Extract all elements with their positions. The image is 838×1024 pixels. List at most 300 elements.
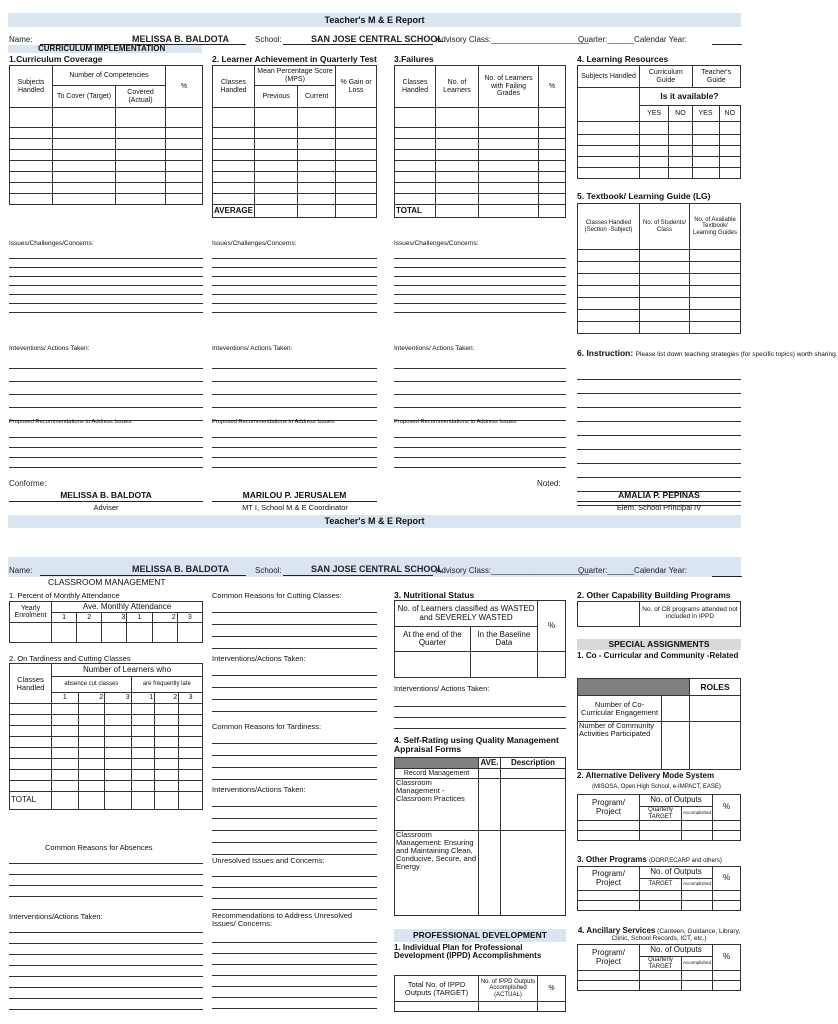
table-cell[interactable] (436, 194, 479, 205)
table-cell[interactable] (213, 161, 255, 172)
table-cell[interactable] (479, 769, 501, 779)
issues-lines-1[interactable] (9, 250, 203, 313)
table-cell[interactable] (640, 971, 682, 981)
table-cell[interactable] (719, 157, 740, 168)
write-line[interactable] (212, 676, 377, 688)
write-line[interactable] (212, 688, 377, 700)
write-line[interactable] (9, 977, 203, 988)
table-cell[interactable] (640, 135, 669, 146)
write-line[interactable] (394, 295, 566, 304)
table-cell[interactable] (105, 737, 132, 748)
table-cell[interactable] (52, 715, 79, 726)
table-cell[interactable] (578, 821, 640, 831)
table-cell[interactable] (436, 172, 479, 183)
write-line[interactable] (9, 458, 203, 468)
write-line[interactable] (9, 448, 203, 458)
table-cell[interactable] (179, 770, 203, 781)
write-line[interactable] (212, 637, 377, 649)
table-cell[interactable] (116, 172, 166, 183)
table-cell[interactable] (298, 205, 336, 218)
table-cell[interactable] (10, 183, 53, 194)
table-cell[interactable] (10, 128, 53, 139)
table-cell[interactable] (578, 262, 640, 274)
write-line[interactable] (212, 807, 377, 819)
table-cell[interactable] (640, 274, 690, 286)
table-cell[interactable] (578, 298, 640, 310)
table-cell[interactable] (640, 286, 690, 298)
table-cell[interactable] (102, 623, 127, 643)
table-cell[interactable] (116, 161, 166, 172)
table-cell[interactable] (155, 781, 179, 792)
table-cell[interactable] (539, 161, 566, 172)
table-cell[interactable] (669, 135, 692, 146)
table-cell[interactable] (692, 146, 719, 157)
write-line[interactable] (212, 943, 377, 954)
table-cell[interactable] (640, 146, 669, 157)
table-cell[interactable] (395, 108, 436, 128)
write-line[interactable] (9, 250, 203, 259)
table-cell[interactable] (166, 139, 203, 150)
table-cell[interactable] (105, 770, 132, 781)
write-line[interactable] (212, 899, 377, 910)
write-line[interactable] (212, 998, 377, 1009)
table-cell[interactable] (105, 748, 132, 759)
write-line[interactable] (212, 382, 377, 395)
write-line[interactable] (9, 886, 203, 897)
write-line[interactable] (212, 843, 377, 855)
table-cell[interactable] (336, 183, 377, 194)
write-line[interactable] (212, 438, 377, 448)
table-cell[interactable] (436, 161, 479, 172)
table-cell[interactable] (578, 274, 640, 286)
write-line[interactable] (212, 268, 377, 277)
write-line[interactable] (212, 932, 377, 943)
table-cell[interactable] (105, 759, 132, 770)
reasons-absences-lines[interactable] (9, 853, 203, 897)
table-cell[interactable] (336, 150, 377, 161)
table-cell[interactable] (479, 172, 539, 183)
table-cell[interactable] (395, 194, 436, 205)
table-cell[interactable] (78, 715, 105, 726)
write-line[interactable] (212, 601, 377, 613)
table-cell[interactable] (10, 108, 53, 128)
table-cell[interactable] (539, 108, 566, 128)
table-cell[interactable] (669, 122, 692, 135)
table-cell[interactable] (336, 128, 377, 139)
write-line[interactable] (394, 428, 566, 438)
table-cell[interactable] (10, 770, 52, 781)
table-cell[interactable] (10, 704, 52, 715)
table-cell[interactable] (179, 715, 203, 726)
table-cell[interactable] (155, 748, 179, 759)
table-cell[interactable] (681, 821, 712, 831)
table-cell[interactable] (179, 726, 203, 737)
table-cell[interactable] (713, 981, 741, 991)
table-cell[interactable] (298, 161, 336, 172)
interventions-lines-3[interactable] (394, 356, 566, 421)
table-cell[interactable] (78, 726, 105, 737)
table-cell[interactable] (539, 128, 566, 139)
write-line[interactable] (212, 888, 377, 899)
table-cell[interactable] (436, 183, 479, 194)
table-cell[interactable] (10, 715, 52, 726)
reasons-cutting-lines[interactable] (212, 601, 377, 649)
table-cell[interactable] (105, 726, 132, 737)
table-cell[interactable] (578, 891, 640, 901)
write-line[interactable] (394, 458, 566, 468)
table-cell[interactable] (213, 150, 255, 161)
table-cell[interactable] (254, 139, 297, 150)
table-cell[interactable] (254, 194, 297, 205)
write-line[interactable] (394, 696, 566, 707)
write-line[interactable] (212, 259, 377, 268)
write-line[interactable] (212, 613, 377, 625)
write-line[interactable] (9, 382, 203, 395)
write-line[interactable] (9, 304, 203, 313)
table-cell[interactable] (298, 139, 336, 150)
write-line[interactable] (9, 875, 203, 886)
write-line[interactable] (212, 295, 377, 304)
reasons-tardiness-lines[interactable] (212, 732, 377, 780)
issues-lines-3[interactable] (394, 250, 566, 313)
write-line[interactable] (9, 277, 203, 286)
table-cell[interactable] (640, 831, 682, 841)
table-cell[interactable] (78, 781, 105, 792)
write-line[interactable] (9, 268, 203, 277)
table-cell[interactable] (578, 157, 640, 168)
table-cell[interactable] (116, 108, 166, 128)
table-cell[interactable] (640, 901, 682, 911)
table-cell[interactable] (669, 157, 692, 168)
table-cell[interactable] (53, 172, 116, 183)
table-cell[interactable] (578, 250, 640, 262)
table-cell[interactable] (479, 1002, 538, 1012)
table-cell[interactable] (53, 183, 116, 194)
table-cell[interactable] (105, 792, 132, 810)
table-cell[interactable] (690, 722, 741, 770)
table-cell[interactable] (640, 310, 690, 322)
table-cell[interactable] (116, 150, 166, 161)
write-line[interactable] (212, 356, 377, 369)
table-cell[interactable] (10, 172, 53, 183)
table-cell[interactable] (179, 781, 203, 792)
table-cell[interactable] (578, 322, 640, 334)
table-cell[interactable] (436, 139, 479, 150)
write-line[interactable] (212, 795, 377, 807)
table-cell[interactable] (713, 891, 741, 901)
write-line[interactable] (9, 988, 203, 999)
table-cell[interactable] (640, 891, 682, 901)
table-cell[interactable] (105, 704, 132, 715)
table-cell[interactable] (640, 250, 690, 262)
write-line[interactable] (9, 259, 203, 268)
write-line[interactable] (577, 408, 741, 422)
write-line[interactable] (212, 744, 377, 756)
table-cell[interactable] (692, 157, 719, 168)
table-cell[interactable] (690, 298, 741, 310)
table-cell[interactable] (152, 623, 177, 643)
write-line[interactable] (212, 866, 377, 877)
table-cell[interactable] (681, 971, 712, 981)
table-cell[interactable] (78, 737, 105, 748)
table-cell[interactable] (53, 139, 116, 150)
table-cell[interactable] (77, 623, 102, 643)
table-cell[interactable] (78, 748, 105, 759)
table-cell[interactable] (690, 310, 741, 322)
table-cell[interactable] (53, 108, 116, 128)
issues-lines-2[interactable] (212, 250, 377, 313)
table-cell[interactable] (52, 792, 79, 810)
table-cell[interactable] (254, 205, 297, 218)
table-cell[interactable] (254, 128, 297, 139)
table-cell[interactable] (690, 262, 741, 274)
write-line[interactable] (9, 999, 203, 1010)
table-cell[interactable] (681, 831, 712, 841)
table-cell[interactable] (53, 150, 116, 161)
proposed-lines-1[interactable] (9, 428, 203, 468)
table-cell[interactable] (640, 322, 690, 334)
write-line[interactable] (394, 259, 566, 268)
table-cell[interactable] (131, 770, 155, 781)
table-cell[interactable] (578, 122, 640, 135)
table-cell[interactable] (336, 139, 377, 150)
table-cell[interactable] (254, 150, 297, 161)
write-line[interactable] (9, 864, 203, 875)
table-cell[interactable] (52, 726, 79, 737)
table-cell[interactable] (116, 139, 166, 150)
write-line[interactable] (212, 976, 377, 987)
table-cell[interactable] (713, 901, 741, 911)
table-cell[interactable] (692, 168, 719, 179)
table-cell[interactable] (131, 704, 155, 715)
table-cell[interactable] (719, 122, 740, 135)
table-cell[interactable] (690, 274, 741, 286)
table-cell[interactable] (578, 135, 640, 146)
write-line[interactable] (394, 438, 566, 448)
proposed-lines-3[interactable] (394, 428, 566, 468)
table-cell[interactable] (131, 726, 155, 737)
table-cell[interactable] (177, 623, 202, 643)
interventions-lines-2[interactable] (212, 356, 377, 421)
table-cell[interactable] (105, 781, 132, 792)
write-line[interactable] (394, 369, 566, 382)
table-cell[interactable] (479, 161, 539, 172)
table-cell[interactable] (690, 286, 741, 298)
table-cell[interactable] (640, 821, 682, 831)
table-cell[interactable] (254, 161, 297, 172)
write-line[interactable] (394, 356, 566, 369)
table-cell[interactable] (105, 715, 132, 726)
table-cell[interactable] (213, 194, 255, 205)
table-cell[interactable] (179, 704, 203, 715)
write-line[interactable] (9, 438, 203, 448)
interventions-lines-p2-1[interactable] (9, 922, 203, 1010)
write-line[interactable] (212, 428, 377, 438)
table-cell[interactable] (539, 205, 566, 218)
table-cell[interactable] (254, 183, 297, 194)
table-cell[interactable] (479, 205, 539, 218)
table-cell[interactable] (578, 971, 640, 981)
table-cell[interactable] (336, 161, 377, 172)
write-line[interactable] (212, 625, 377, 637)
table-cell[interactable] (719, 135, 740, 146)
table-cell[interactable] (155, 770, 179, 781)
table-cell[interactable] (578, 831, 640, 841)
write-line[interactable] (212, 700, 377, 712)
write-line[interactable] (212, 768, 377, 780)
table-cell[interactable] (166, 150, 203, 161)
table-cell[interactable] (578, 310, 640, 322)
table-cell[interactable] (692, 135, 719, 146)
write-line[interactable] (394, 304, 566, 313)
write-line[interactable] (394, 382, 566, 395)
write-line[interactable] (212, 756, 377, 768)
table-cell[interactable] (479, 183, 539, 194)
table-cell[interactable] (155, 704, 179, 715)
write-line[interactable] (9, 369, 203, 382)
table-cell[interactable] (501, 779, 566, 831)
table-cell[interactable] (298, 172, 336, 183)
table-cell[interactable] (395, 150, 436, 161)
table-cell[interactable] (336, 194, 377, 205)
interventions-lines-p2-4[interactable] (394, 696, 566, 729)
write-line[interactable] (9, 853, 203, 864)
table-cell[interactable] (298, 150, 336, 161)
table-cell[interactable] (166, 194, 203, 205)
table-cell[interactable] (10, 759, 52, 770)
table-cell[interactable] (662, 722, 690, 770)
table-cell[interactable] (470, 652, 537, 678)
table-cell[interactable] (662, 696, 690, 722)
table-cell[interactable] (52, 781, 79, 792)
table-cell[interactable] (166, 108, 203, 128)
table-cell[interactable] (52, 759, 79, 770)
table-cell[interactable] (336, 205, 377, 218)
table-cell[interactable] (10, 748, 52, 759)
table-cell[interactable] (436, 108, 479, 128)
table-cell[interactable] (501, 769, 566, 779)
table-cell[interactable] (681, 981, 712, 991)
table-cell[interactable] (578, 981, 640, 991)
table-cell[interactable] (395, 139, 436, 150)
table-cell[interactable] (10, 623, 52, 643)
table-cell[interactable] (436, 150, 479, 161)
table-cell[interactable] (479, 150, 539, 161)
table-cell[interactable] (179, 748, 203, 759)
table-cell[interactable] (254, 108, 297, 128)
table-cell[interactable] (640, 981, 682, 991)
table-cell[interactable] (78, 792, 105, 810)
table-cell[interactable] (10, 726, 52, 737)
table-cell[interactable] (213, 128, 255, 139)
table-cell[interactable] (10, 781, 52, 792)
write-line[interactable] (212, 395, 377, 408)
write-line[interactable] (9, 922, 203, 933)
write-line[interactable] (394, 718, 566, 729)
write-line[interactable] (394, 286, 566, 295)
table-cell[interactable] (298, 108, 336, 128)
instruction-lines[interactable] (577, 366, 741, 506)
write-line[interactable] (212, 304, 377, 313)
table-cell[interactable] (479, 139, 539, 150)
table-cell[interactable] (10, 737, 52, 748)
table-cell[interactable] (336, 108, 377, 128)
write-line[interactable] (212, 819, 377, 831)
table-cell[interactable] (713, 971, 741, 981)
table-cell[interactable] (578, 286, 640, 298)
table-cell[interactable] (640, 168, 669, 179)
write-line[interactable] (212, 877, 377, 888)
table-cell[interactable] (395, 652, 471, 678)
table-cell[interactable] (166, 128, 203, 139)
write-line[interactable] (9, 295, 203, 304)
table-cell[interactable] (213, 139, 255, 150)
table-cell[interactable] (10, 139, 53, 150)
write-line[interactable] (212, 277, 377, 286)
unresolved-lines[interactable] (212, 866, 377, 910)
table-cell[interactable] (213, 183, 255, 194)
interventions-lines-1[interactable] (9, 356, 203, 421)
table-cell[interactable] (155, 737, 179, 748)
table-cell[interactable] (640, 298, 690, 310)
write-line[interactable] (9, 944, 203, 955)
table-cell[interactable] (52, 623, 77, 643)
write-line[interactable] (577, 436, 741, 450)
table-cell[interactable] (713, 821, 741, 831)
table-cell[interactable] (669, 168, 692, 179)
table-cell[interactable] (131, 759, 155, 770)
write-line[interactable] (394, 250, 566, 259)
table-cell[interactable] (681, 901, 712, 911)
table-cell[interactable] (298, 194, 336, 205)
table-cell[interactable] (155, 726, 179, 737)
table-cell[interactable] (395, 128, 436, 139)
table-cell[interactable] (538, 1002, 566, 1012)
table-cell[interactable] (640, 262, 690, 274)
table-cell[interactable] (78, 770, 105, 781)
table-cell[interactable] (53, 194, 116, 205)
table-cell[interactable] (52, 704, 79, 715)
table-cell[interactable] (298, 183, 336, 194)
write-line[interactable] (9, 933, 203, 944)
write-line[interactable] (212, 369, 377, 382)
write-line[interactable] (394, 707, 566, 718)
table-cell[interactable] (52, 748, 79, 759)
table-cell[interactable] (131, 748, 155, 759)
table-cell[interactable] (578, 146, 640, 157)
write-line[interactable] (212, 987, 377, 998)
table-cell[interactable] (690, 322, 741, 334)
table-cell[interactable] (131, 781, 155, 792)
write-line[interactable] (9, 286, 203, 295)
write-line[interactable] (577, 464, 741, 478)
table-cell[interactable] (538, 652, 566, 678)
table-cell[interactable] (52, 770, 79, 781)
table-cell[interactable] (479, 194, 539, 205)
write-line[interactable] (577, 422, 741, 436)
table-cell[interactable] (131, 792, 155, 810)
table-cell[interactable] (298, 128, 336, 139)
table-cell[interactable] (179, 792, 203, 810)
write-line[interactable] (212, 664, 377, 676)
write-line[interactable] (212, 831, 377, 843)
table-cell[interactable] (155, 759, 179, 770)
table-cell[interactable] (131, 737, 155, 748)
table-cell[interactable] (166, 161, 203, 172)
table-cell[interactable] (53, 128, 116, 139)
table-cell[interactable] (116, 194, 166, 205)
write-line[interactable] (577, 450, 741, 464)
